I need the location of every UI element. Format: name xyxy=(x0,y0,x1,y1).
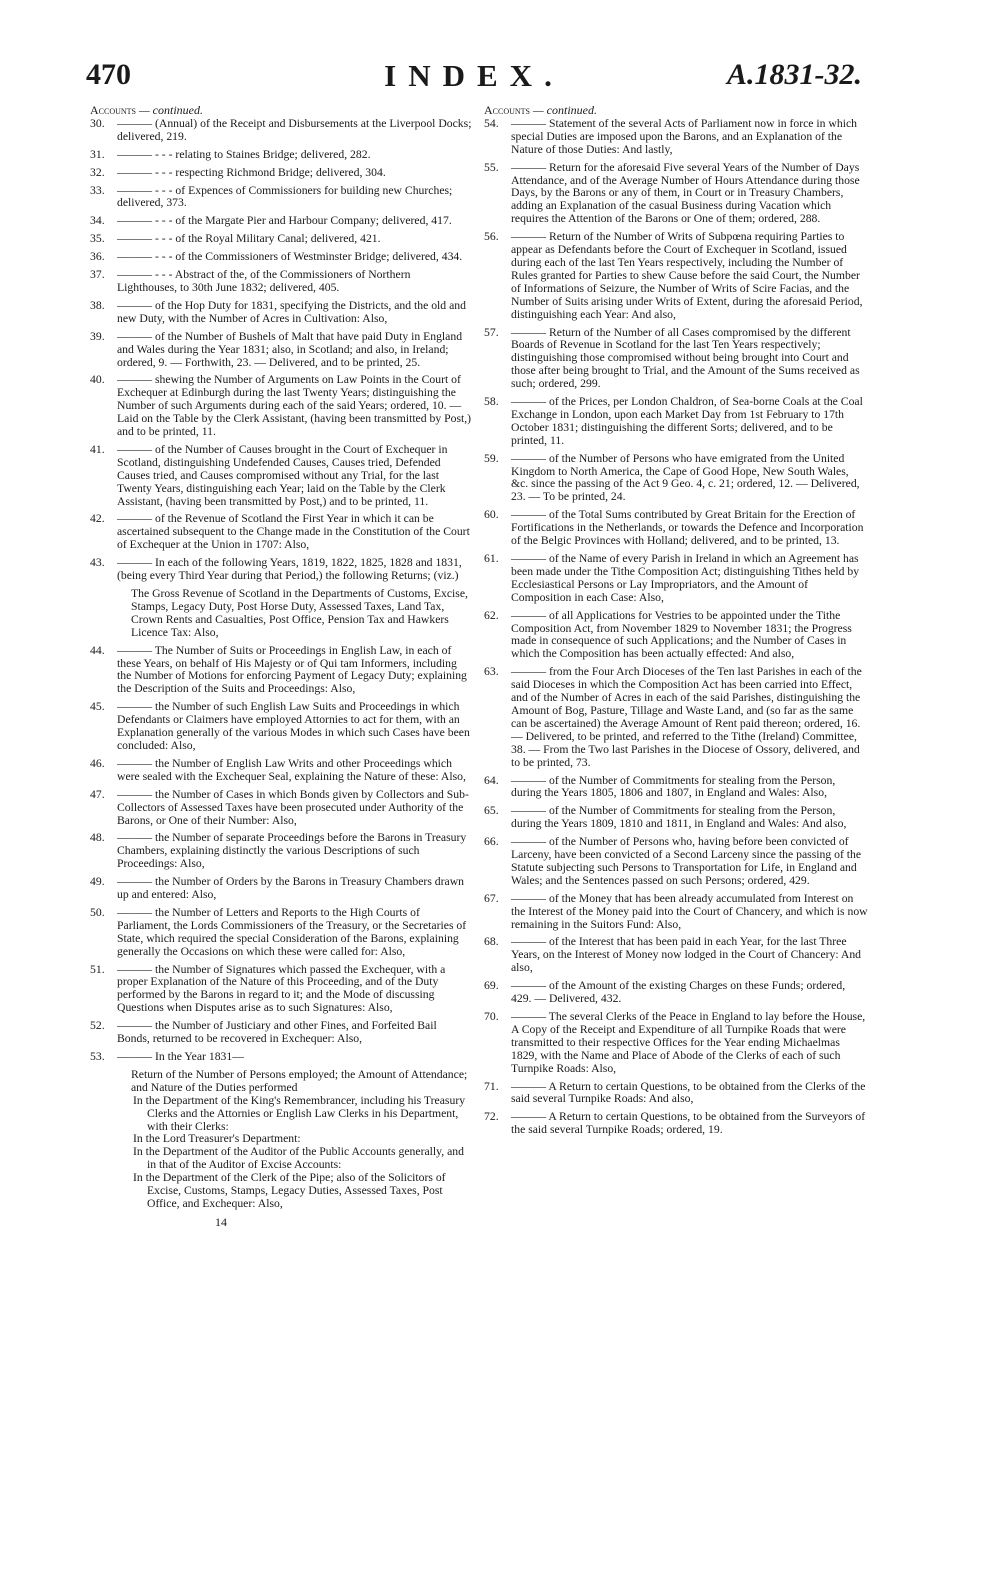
entry-text xyxy=(117,758,472,784)
index-entry xyxy=(90,185,472,211)
index-entry xyxy=(90,701,472,753)
entry-number: 65. xyxy=(484,804,499,818)
entry-main-text: ——— - - - of the Royal Military Canal; delivered, 421. xyxy=(117,232,381,246)
index-entry xyxy=(90,251,472,264)
entry-text xyxy=(511,1111,868,1137)
entry-text xyxy=(511,509,868,548)
entry-main-text: ——— the Number of Letters and Reports to the High Courts of Parliament, the Lords Commissioners of the Treasury, or the Secretaries of State, which required the special Consideration of the Barons, explaining generally the Occasions on which these were called for: Also, xyxy=(117,905,467,958)
entry-text xyxy=(511,1011,868,1076)
entry-main-text: ——— Return of the Number of Writs of Subpœna requiring Parties to appear as Defendants before the Court of Exchequer in Scotland, issued during each of the last Ten Years respectively, including the Number of Rules granted for Parties to shew Cause before the said Court, the Number of Informations of Seizure, the Number of Writs of Scire Facias, and the Number of Suits arising under Writs of Extent, during the aforesaid Period, distinguishing each Year: And also, xyxy=(511,230,863,321)
entry-main-text: ——— the Number of Orders by the Barons in Treasury Chambers drawn up and entered: Also, xyxy=(117,875,464,902)
entry-number: 42. xyxy=(90,512,105,526)
index-entry xyxy=(484,936,868,975)
entry-text xyxy=(511,396,868,448)
entry-main-text: ——— (Annual) of the Receipt and Disbursements at the Liverpool Docks; delivered, 219. xyxy=(117,116,472,143)
entry-main-text: ——— from the Four Arch Dioceses of the Ten last Parishes in each of the said Dioceses in which the Composition Act has been carried into Effect, and of the Number of Acres in each of the said Parishes, distinguishing the Amount of Bog, Pasture, Tillage and Waste Land, and (so far as the same can be ascertained) the Average Amount of Rent paid thereon; ordered, 16. — Delivered, to be printed, and referred to the Tithe (Ireland) Committee, 38. — From the Two last Parishes in the Diocese of Ossory, delivered, and to be printed, 73. xyxy=(511,665,862,769)
entry-main-text: ——— the Number of Cases in which Bonds given by Collectors and Sub-Collectors of Assessed Taxes have been prosecuted under Authority of the Barons, or One of their Number: Also, xyxy=(117,787,469,827)
entry-number: 46. xyxy=(90,756,105,770)
left-column xyxy=(90,104,472,1229)
entry-number: 30. xyxy=(90,116,105,130)
entry-number: 31. xyxy=(90,147,105,161)
index-entry xyxy=(484,509,868,548)
entry-text xyxy=(117,269,472,295)
entry-text xyxy=(511,893,868,932)
entry-number: 69. xyxy=(484,979,499,993)
index-entry xyxy=(484,610,868,662)
index-entry xyxy=(484,836,868,888)
entry-main-text: ——— - - - of the Commissioners of Westminster Bridge; delivered, 434. xyxy=(117,250,463,264)
index-entry xyxy=(484,893,868,932)
index-entry xyxy=(484,453,868,505)
entry-main-text: ——— of the Number of Persons who, having before been convicted of Larceny, have been convicted of a Second Larceny since the passing of the Statute subjecting such Persons to Transportation for Life, in England and Wales; and the Sentences passed on such Persons; ordered, 429. xyxy=(511,835,862,887)
entry-text xyxy=(511,162,868,227)
right-column xyxy=(484,104,868,1142)
column-heading: Accounts — continued. xyxy=(90,103,204,117)
page-title: INDEX. xyxy=(384,58,564,93)
entry-number: 68. xyxy=(484,935,499,949)
entry-main-text: ——— of the Number of Causes brought in the Court of Exchequer in Scotland, distinguishing Undefended Causes, Causes tried, Defended Causes tried, and Causes compromised without any Trial, for the last Twenty Years, distinguishing each Year; laid on the Table by the Clerk Assistant, (having been transmitted by Post,) and to be printed, 11. xyxy=(117,442,448,508)
entry-main-text: ——— - - - respecting Richmond Bridge; delivered, 304. xyxy=(117,165,386,179)
entry-main-text: ——— of the Total Sums contributed by Great Britain for the Erection of Fortifications in the Netherlands, or towards the Defence and Incorporation of the Belgic Provinces with Holland; delivered, and to be printed, 13. xyxy=(511,508,864,548)
index-entry xyxy=(90,118,472,144)
entry-main-text: ——— The Number of Suits or Proceedings in English Law, in each of these Years, on behalf of His Majesty or of Qui tam Informers, including the Number of Motions for enforcing Payment of Legacy Duty; explaining the Description of the Suits and Proceedings: Also, xyxy=(117,643,467,696)
entry-number: 32. xyxy=(90,165,105,179)
entry-number: 61. xyxy=(484,552,499,565)
entry-main-text: ——— of the Amount of the existing Charges on these Funds; ordered, 429. — Delivered, 432. xyxy=(511,979,846,1006)
index-entry xyxy=(484,805,868,831)
entry-number: 58. xyxy=(484,395,499,409)
entry-number: 35. xyxy=(90,232,105,246)
entry-text xyxy=(117,118,472,144)
index-entry xyxy=(484,1011,868,1076)
entry-text xyxy=(117,876,472,902)
entry-number: 49. xyxy=(90,875,105,889)
index-entry xyxy=(90,758,472,784)
entry-text xyxy=(117,233,472,246)
entry-main-text: ——— of the Prices, per London Chaldron, of Sea-borne Coals at the Coal Exchange in London, upon each Market Day from 1st February to 17th October 1831; distinguishing the different Sorts; delivered, and to be printed, 11. xyxy=(511,395,863,447)
entry-text xyxy=(511,327,868,392)
entry-number: 38. xyxy=(90,298,105,312)
entry-text xyxy=(117,907,472,959)
entry-list xyxy=(90,118,472,1211)
entry-subitem: In the Lord Treasurer's Department: xyxy=(133,1132,301,1146)
index-entry xyxy=(90,215,472,228)
index-entry xyxy=(90,789,472,828)
entry-number: 47. xyxy=(90,787,105,801)
index-entry xyxy=(484,1111,868,1137)
entry-text xyxy=(117,964,472,1016)
entry-number: 40. xyxy=(90,373,105,387)
entry-number: 71. xyxy=(484,1079,499,1093)
entry-text xyxy=(511,980,868,1006)
entry-number: 56. xyxy=(484,230,499,244)
index-entry xyxy=(90,331,472,370)
page-number: 470 xyxy=(86,58,131,91)
entry-number: 50. xyxy=(90,905,105,919)
index-entry xyxy=(484,666,868,769)
entry-number: 64. xyxy=(484,773,499,787)
index-entry xyxy=(90,233,472,246)
index-entry xyxy=(484,980,868,1006)
entry-number: 60. xyxy=(484,508,499,522)
entry-number: 48. xyxy=(90,831,105,845)
entry-main-text: ——— - - - of Expences of Commissioners for building new Churches; delivered, 373. xyxy=(117,183,453,210)
entry-main-text: ——— of the Number of Commitments for stealing from the Person, during the Years 1809, 1810 and 1811, in England and Wales: And also, xyxy=(511,804,847,831)
entry-subtext: The Gross Revenue of Scotland in the Departments of Customs, Excise, Stamps, Legacy Duty, Post Horse Duty, Assessed Taxes, Land Tax, Crown Rents and Casualties, Post Office, Pension Tax and Hawkers Licence Tax: Also, xyxy=(131,587,468,639)
index-entry xyxy=(90,832,472,871)
entry-main-text: ——— Return for the aforesaid Five several Years of the Number of Days Attendance, and of the Average Number of Hours Attendance during those Days, by the Barons or any of them, in Court or in Treasury Chambers, adding an Explanation of the casual Business during Vacation which requires the Attention of the Barons or One of them; ordered, 288. xyxy=(511,160,860,226)
entry-number: 44. xyxy=(90,643,105,657)
entry-number: 53. xyxy=(90,1050,105,1063)
index-entry xyxy=(484,327,868,392)
column-heading: Accounts — continued. xyxy=(484,103,598,117)
entry-main-text: ——— of the Hop Duty for 1831, specifying the Districts, and the old and new Duty, with the Number of Acres in Cultivation: Also, xyxy=(117,298,466,325)
entry-main-text: ——— of the Number of Commitments for stealing from the Person, during the Years 1805, 1806 and 1807, in England and Wales: Also, xyxy=(511,773,836,800)
entry-number: 72. xyxy=(484,1110,499,1124)
entry-text xyxy=(117,444,472,509)
index-entry xyxy=(90,557,472,639)
index-entry xyxy=(90,149,472,162)
page-header xyxy=(86,58,862,98)
entry-number: 70. xyxy=(484,1010,499,1023)
entry-main-text: ——— In the Year 1831— xyxy=(117,1050,244,1063)
entry-text xyxy=(511,836,868,888)
entry-main-text: ——— the Number of Justiciary and other Fines, and Forfeited Bail Bonds, returned to be recovered in Exchequer: Also, xyxy=(117,1019,437,1046)
entry-main-text: ——— A Return to certain Questions, to be obtained from the Clerks of the said several Turnpike Roads: And also, xyxy=(511,1079,866,1106)
entry-text xyxy=(511,775,868,801)
entry-main-text: ——— A Return to certain Questions, to be obtained from the Surveyors of the said several Turnpike Roads; ordered, 19. xyxy=(511,1110,866,1137)
index-entry xyxy=(484,1081,868,1107)
entry-number: 41. xyxy=(90,442,105,456)
index-entry xyxy=(484,162,868,227)
index-entry xyxy=(90,907,472,959)
entry-main-text: ——— Statement of the several Acts of Parliament now in force in which special Duties are imposed upon the Barons, and an Explanation of the Nature of those Duties: And lastly, xyxy=(511,116,857,156)
entry-number: 51. xyxy=(90,962,105,976)
entry-text xyxy=(511,936,868,975)
index-entry xyxy=(90,876,472,902)
entry-subitem: In the Department of the Auditor of the Public Accounts generally, and in that of the Auditor of Excise Accounts: xyxy=(133,1145,464,1172)
entry-number: 43. xyxy=(90,556,105,570)
session-year: A.1831-32. xyxy=(727,58,862,91)
index-entry xyxy=(484,118,868,157)
entry-text xyxy=(117,513,472,552)
entry-main-text: ——— The several Clerks of the Peace in England to lay before the House, A Copy of the Receipt and Expenditure of all Turnpike Roads that were transmitted to their respective Offices for the Year ending Michaelmas 1829, with the Name and Place of Abode of the Clerks of each of such Turnpike Roads: Also, xyxy=(511,1010,866,1075)
entry-text xyxy=(117,331,472,370)
entry-number: 33. xyxy=(90,183,105,197)
entry-text xyxy=(117,832,472,871)
entry-main-text: ——— of the Number of Persons who have emigrated from the United Kingdom to North America, the Cape of Good Hope, New South Wales, &c. since the passing of the Act 9 Geo. 4, c. 21; ordered, 12. — Delivered, 23. — To be printed, 24. xyxy=(511,451,860,504)
index-entry xyxy=(484,231,868,321)
entry-main-text: ——— - - - of the Margate Pier and Harbour Company; delivered, 417. xyxy=(117,214,452,228)
entry-text xyxy=(511,553,868,605)
entry-text xyxy=(511,610,868,662)
entry-main-text: ——— of the Money that has been already accumulated from Interest on the Interest of the Money paid into the Court of Chancery, and which is now remaining in the Suitors Fund: Also, xyxy=(511,891,868,931)
entry-text xyxy=(117,167,472,180)
entry-number: 34. xyxy=(90,214,105,228)
index-entry xyxy=(484,553,868,605)
entry-text xyxy=(511,118,868,157)
entry-main-text: ——— the Number of separate Proceedings before the Barons in Treasury Chambers, explaining distinctly the various Descriptions of such Proceedings: Also, xyxy=(117,831,467,871)
entry-text xyxy=(117,251,472,264)
entry-main-text: ——— of all Applications for Vestries to be appointed under the Tithe Composition Act, from November 1829 to November 1831; the Progress made in consequence of such Applications; and the Number of Cases in which the Composition has been actually effected: And also, xyxy=(511,608,852,661)
entry-number: 66. xyxy=(484,835,499,849)
entry-text xyxy=(117,701,472,753)
entry-text xyxy=(511,805,868,831)
entry-text xyxy=(511,1081,868,1107)
entry-text xyxy=(117,374,472,439)
entry-main-text: ——— of the Interest that has been paid in each Year, for the last Three Years, on the Interest of Money now lodged in the Court of Chancery: And also, xyxy=(511,935,862,975)
entry-main-text: ——— In each of the following Years, 1819, 1822, 1825, 1828 and 1831, (being every Third Year during that Period,) the following Returns; (viz.) xyxy=(117,556,462,583)
index-entry xyxy=(90,1020,472,1046)
entry-text xyxy=(117,645,472,697)
entry-main-text: ——— the Number of English Law Writs and other Proceedings which were sealed with the Exchequer Seal, explaining the Nature of these: Also, xyxy=(117,756,466,783)
index-entry xyxy=(90,964,472,1016)
entry-text xyxy=(117,557,472,639)
entry-main-text: ——— the Number of such English Law Suits and Proceedings in which Defendants or Claimers have employed Attornies to act for them, with an Explanation generally of the various Modes in which such Cases have been concluded: Also, xyxy=(117,700,470,752)
entry-main-text: ——— of the Name of every Parish in Ireland in which an Agreement has been made under the Tithe Composition Act; distinguishing Tithes held by Ecclesiastical Persons or Lay Impropriators, and the Amount of Composition in each Case: Also, xyxy=(511,552,860,604)
index-entry xyxy=(90,374,472,439)
entry-number: 52. xyxy=(90,1019,105,1033)
index-entry xyxy=(90,269,472,295)
entry-text xyxy=(117,300,472,326)
entry-number: 55. xyxy=(484,160,499,174)
entry-text xyxy=(117,1020,472,1046)
entry-subtext: Return of the Number of Persons employed; the Amount of Attendance; and Nature of the Duties performed xyxy=(131,1067,468,1094)
entry-number: 54. xyxy=(484,116,499,130)
entry-text xyxy=(117,1051,472,1211)
index-entry xyxy=(90,300,472,326)
entry-text xyxy=(117,789,472,828)
entry-number: 59. xyxy=(484,451,499,465)
entry-main-text: ——— Return of the Number of all Cases compromised by the different Boards of Revenue in Scotland for the last Ten Years respectively; distinguishing those compromised without being brought into Court and those after being brought to Trial, and the Amount of the Sums received as such; ordered, 299. xyxy=(511,325,860,391)
index-entry xyxy=(90,444,472,509)
index-entry xyxy=(90,645,472,697)
entry-number: 63. xyxy=(484,665,499,679)
index-entry xyxy=(90,167,472,180)
entry-number: 45. xyxy=(90,700,105,714)
catchword: 14 xyxy=(215,1214,227,1229)
index-entry xyxy=(484,396,868,448)
index-entry xyxy=(90,1051,472,1211)
entry-subitem: In the Department of the King's Remembrancer, including his Treasury Clerks and the Attornies or English Law Clerks in his Department, with their Clerks: xyxy=(133,1093,466,1133)
entry-text xyxy=(511,666,868,769)
entry-main-text: ——— of the Number of Bushels of Malt that have paid Duty in England and Wales during the Year 1831; also, in Scotland; and also, in Ireland; ordered, 9. — Forthwith, 23. — Delivered, and to be printed, 25. xyxy=(117,329,463,369)
entry-subitem: In the Department of the Clerk of the Pipe; also of the Solicitors of Excise, Customs, Stamps, Legacy Duties, Assessed Taxes, Post Office, and Exchequer: Also, xyxy=(133,1171,446,1210)
entry-number: 37. xyxy=(90,268,105,282)
entry-number: 57. xyxy=(484,325,499,339)
index-entry xyxy=(484,775,868,801)
entry-list xyxy=(484,118,868,1137)
entry-number: 67. xyxy=(484,891,499,905)
entry-main-text: ——— - - - Abstract of the, of the Commissioners of Northern Lighthouses, to 30th June 1832; delivered, 405. xyxy=(117,268,411,294)
entry-main-text: ——— - - - relating to Staines Bridge; delivered, 282. xyxy=(117,147,371,161)
entry-number: 62. xyxy=(484,608,499,622)
entry-main-text: ——— shewing the Number of Arguments on Law Points in the Court of Exchequer at Edinburgh during the last Twenty Years; distinguishing the Number of such Arguments during each of the said Years; ordered, 10. — Laid on the Table by the Clerk Assistant, (having been transmitted by Post,) and to be printed, 11. xyxy=(117,373,472,439)
entry-number: 39. xyxy=(90,329,105,343)
entry-text xyxy=(117,185,472,211)
entry-main-text: ——— of the Revenue of Scotland the First Year in which it can be ascertained subsequent to the Change made in the Constitution of the Court of Exchequer at the Union in 1707: Also, xyxy=(117,512,470,552)
entry-number: 36. xyxy=(90,250,105,264)
entry-text xyxy=(117,215,472,228)
index-entry xyxy=(90,513,472,552)
entry-main-text: ——— the Number of Signatures which passed the Exchequer, with a proper Explanation of the Nature of this Proceeding, and of the Duty performed by the Barons in regard to it; and the Mode of discussing Questions when Disputes arise as to such Signatures: Also, xyxy=(117,962,446,1015)
entry-text xyxy=(117,149,472,162)
entry-text xyxy=(511,453,868,505)
entry-text xyxy=(511,231,868,321)
